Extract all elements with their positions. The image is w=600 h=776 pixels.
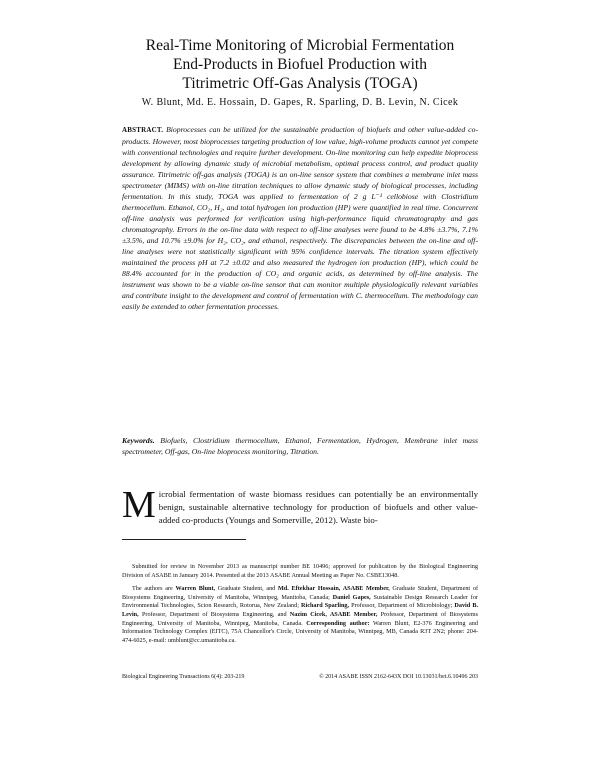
drop-cap: M: [122, 484, 156, 526]
journal-citation: Biological Engineering Transactions 6(4): 203-219: [122, 674, 245, 680]
abstract-label: ABSTRACT.: [122, 126, 164, 134]
introduction-text: icrobial fermentation of waste biomass residues can potentially be an environmentally benign, sustainable alternative technology for production of biofuels and other value-added co-products (Youngs and Somerville, 2012). Waste bio-: [158, 489, 478, 525]
title-line-1: Real-Time Monitoring of Microbial Fermentation: [145, 37, 455, 54]
footnotes: [122, 563, 478, 650]
footnote-submission: Submitted for review in November 2013 as manuscript number BE 10496; approved for publication by the Biological Engineering Division of ASABE in January 2014. Presented at the 2013 ASABE Annual Meeting as Paper No. CSBE13048.: [122, 563, 478, 579]
keywords-label: Keywords.: [122, 436, 155, 445]
paper-title: [110, 36, 490, 93]
copyright-doi-page-number: © 2014 ASABE ISSN 2162-643X DOI 10.13031/bet.6.10496 203: [319, 674, 478, 680]
title-line-3: Titrimetric Off-Gas Analysis (TOGA): [182, 75, 418, 92]
keywords-text: Biofuels, Clostridium thermocellum, Ethanol, Fermentation, Hydrogen, Membrane inlet mass spectrometer, Off-gas, On-line bioprocess monitoring, Titration.: [122, 436, 478, 456]
title-line-2: End-Products in Biofuel Production with: [172, 56, 427, 73]
footnote-divider: [122, 539, 246, 540]
abstract-text: Bioprocesses can be utilized for the sustainable production of biofuels and other value-added co-products. However, most bioprocesses targeting production of low value, high-volume products cannot yet compete with conventional technologies and require further development. On-line monitoring can help expedite bioprocess development by allowing dynamic study of microbial metabolism, optimal process control, and product quality assurance. Titrimetric off-gas analysis (TOGA) is an on-line sensor system that combines a membrane inlet mass spectrometer (MIMS) with on-line titration techniques to allow dynamic study of biological processes, including fermentation. In this study, TOGA was applied to fermentation of 2 g L⁻¹ cellobiose with Clostridium thermocellum. Ethanol, CO₂, H₂, and total hydrogen ion production (HP) were quantified in real time. Concurrent off-line analysis was performed for verification using high-performance liquid chromatography and gas chromatography. Errors in the on-line data with respect to off-line analyses were found to be 4.8% ±3.7%, 7.1% ±3.5%, and 10.7% ±9.0% for H₂, CO₂, and ethanol, respectively. The discrepancies between the on-line and off-line analyses were not statistically significant with 95% confidence intervals. The titration system effectively maintained the process pH at 7.2 ±0.02 and also measured the hydrogen ion production (HP), which could be 88.4% accounted for in the production of CO₂ and organic acids, as determined by off-line analysis. The instrument was shown to be a viable on-line sensor that can monitor multiple physiologically relevant variables and contribute insight to the development and control of fermentation with C. thermocellum. The methodology can easily be extended to other fermentation processes.: [122, 125, 478, 311]
introduction-paragraph: [122, 484, 478, 527]
footnote-authors: The authors are Warren Blunt, Graduate Student, and Md. Eftekhar Hossain, ASABE Member, Graduate Student, Department of Biosystems Engineering, University of Manitoba, Winnipeg, Manitoba, Canada; Daniel Gapes, Sustainable Design Research Leader for Environmental Technologies, Scion Research, Rotorua, New Zealand; Richard Sparling, Professor, Department of Microbiology; David B. Levin, Professor, Department of Biosystems Engineering, and Nazim Cicek, ASABE Member, Professor, Department of Biosystems Engineering, University of Manitoba, Winnipeg, Manitoba, Canada. Corresponding author: Warren Blunt, E2-376 Engineering and Information Technology Complex (EITC), 75A Chancellor's Circle, University of Manitoba, Winnipeg, MB, Canada R3T 2N2; phone: 204-474-6025, e-mail: umblunt@cc.umanitoba.ca.: [122, 585, 479, 644]
author-list: W. Blunt, Md. E. Hossain, D. Gapes, R. Sparling, D. B. Levin, N. Cicek: [141, 97, 459, 108]
keywords: [122, 435, 478, 457]
abstract: [122, 124, 478, 312]
page-footer: [122, 673, 478, 681]
